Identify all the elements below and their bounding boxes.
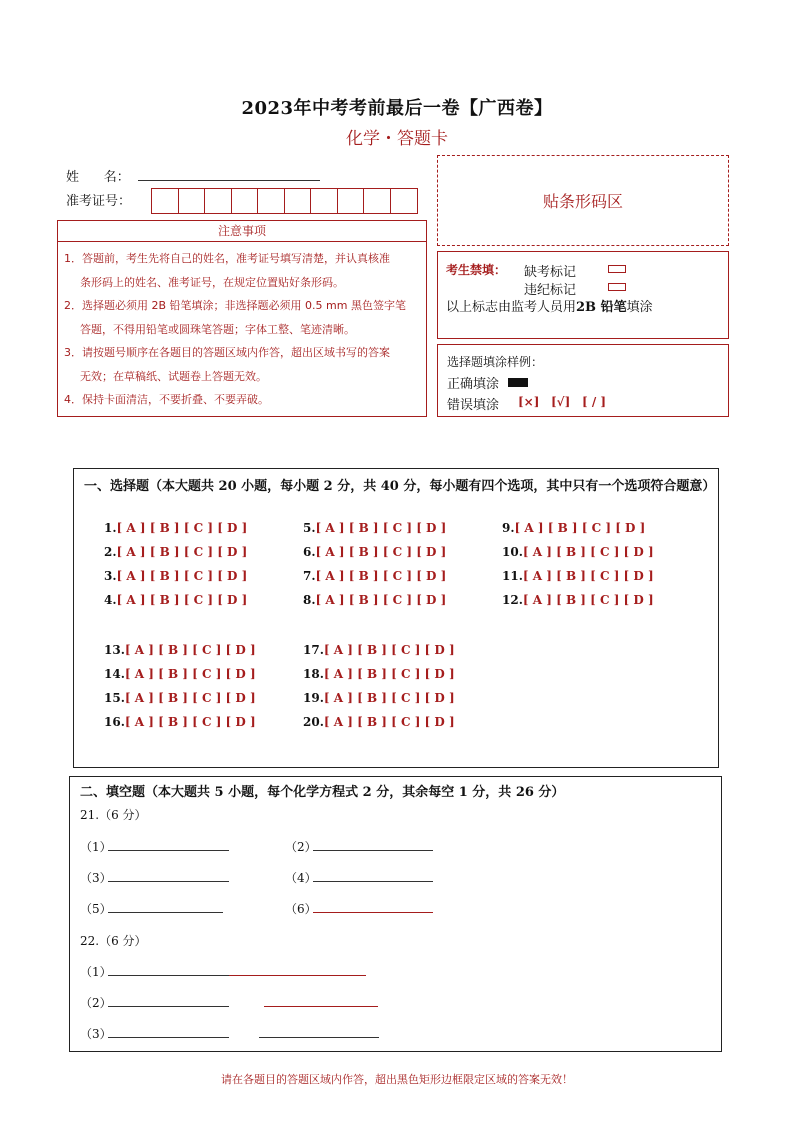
question-number: 8. xyxy=(303,593,316,607)
question-17[interactable] xyxy=(303,643,455,657)
barcode-label: 贴条形码区 xyxy=(542,192,623,211)
absent-label: 缺考标记 xyxy=(524,265,577,280)
fill-blank-section xyxy=(69,776,722,1052)
answer-line-21-4[interactable] xyxy=(313,881,433,882)
page-title: 2023年中考考前最后一卷【广西卷】 xyxy=(241,98,553,119)
fb-section-title: 二、填空题（本大题共 5 小题，每个化学方程式 2 分，其余每空 1 分，共 26 分） xyxy=(80,785,565,800)
question-number: 10. xyxy=(502,545,523,559)
question-20[interactable] xyxy=(303,715,455,729)
answer-options[interactable]: [ A ] [ B ] [ C ] [ D ] xyxy=(124,643,256,657)
blank-label: （5） xyxy=(80,902,112,916)
question-number: 12. xyxy=(502,593,523,607)
examiner-only-box xyxy=(437,251,729,339)
correct-label: 正确填涂 xyxy=(447,377,500,392)
mc-section-title: 一、选择题（本大题共 20 小题，每小题 2 分，共 40 分，每小题有四个选项，其中只有一个选项符合题意） xyxy=(84,479,716,494)
id-box[interactable] xyxy=(311,189,338,213)
id-box[interactable] xyxy=(152,189,179,213)
question-number: 4. xyxy=(104,593,117,607)
answer-options[interactable]: [ A ] [ B ] [ C ] [ D ] xyxy=(124,691,256,705)
question-number: 6. xyxy=(303,545,316,559)
answer-line-22-3a[interactable] xyxy=(108,1037,229,1038)
question-18[interactable] xyxy=(303,667,455,681)
wrong-mark: [√] xyxy=(551,395,571,409)
violation-mark-box[interactable] xyxy=(608,283,626,291)
question-2[interactable] xyxy=(104,545,247,559)
blank-label: （4） xyxy=(285,871,317,885)
question-7[interactable] xyxy=(303,569,446,583)
id-box[interactable] xyxy=(205,189,232,213)
question-number: 3. xyxy=(104,569,117,583)
blank-label: （2） xyxy=(285,840,317,854)
answer-options[interactable]: [ A ] [ B ] [ C ] [ D ] xyxy=(315,545,447,559)
question-12[interactable] xyxy=(502,593,654,607)
notice-item: 4．保持卡面清洁，不要折叠、不要弄破。 xyxy=(64,393,269,406)
question-number: 17. xyxy=(303,643,324,657)
answer-options[interactable]: [ A ] [ B ] [ C ] [ D ] xyxy=(323,715,455,729)
question-6[interactable] xyxy=(303,545,446,559)
question-21-label: 21.（6 分） xyxy=(80,808,147,822)
absent-mark-box[interactable] xyxy=(608,265,626,273)
notice-item: 3．请按题号顺序在各题目的答题区域内作答，超出区域书写的答案 xyxy=(64,346,390,359)
question-8[interactable] xyxy=(303,593,446,607)
sample-title: 选择题填涂样例： xyxy=(447,355,544,369)
id-box[interactable] xyxy=(285,189,312,213)
id-box[interactable] xyxy=(338,189,365,213)
forbid-note-text: 以上标志由监考人员用 xyxy=(446,300,577,315)
question-number: 2. xyxy=(104,545,117,559)
fill-sample-box xyxy=(437,344,729,417)
blank-label: （1） xyxy=(80,840,112,854)
notice-box xyxy=(57,242,427,417)
name-label: 姓 名： xyxy=(66,170,130,185)
question-5[interactable] xyxy=(303,521,446,535)
blank-label: （1） xyxy=(80,965,112,979)
question-number: 9. xyxy=(502,521,515,535)
answer-line-22-2b[interactable] xyxy=(264,1006,378,1007)
notice-heading: 注意事项 xyxy=(57,220,427,242)
question-number: 18. xyxy=(303,667,324,681)
answer-options[interactable]: [ A ] [ B ] [ C ] [ D ] xyxy=(124,667,256,681)
answer-line-22-1b[interactable] xyxy=(229,975,366,976)
question-number: 1. xyxy=(104,521,117,535)
question-11[interactable] xyxy=(502,569,654,583)
question-19[interactable] xyxy=(303,691,455,705)
blank-label: （2） xyxy=(80,996,112,1010)
answer-line-22-1a[interactable] xyxy=(108,975,229,976)
answer-options[interactable]: [ A ] [ B ] [ C ] [ D ] xyxy=(323,667,455,681)
correct-fill-sample xyxy=(508,378,528,387)
id-box[interactable] xyxy=(232,189,259,213)
id-number-boxes[interactable] xyxy=(151,188,418,214)
question-number: 15. xyxy=(104,691,125,705)
blank-label: （3） xyxy=(80,1027,112,1041)
blank-label: （6） xyxy=(285,902,317,916)
id-box[interactable] xyxy=(391,189,418,213)
notice-item: 条形码上的姓名、准考证号，在规定位置贴好条形码。 xyxy=(80,275,344,289)
forbid-note-pencil: 2B 铅笔 xyxy=(576,300,627,315)
answer-line-21-3[interactable] xyxy=(108,881,229,882)
answer-options[interactable]: [ A ] [ B ] [ C ] [ D ] xyxy=(116,521,248,535)
question-15[interactable] xyxy=(104,691,256,705)
notice-item: 无效；在草稿纸、试题卷上答题无效。 xyxy=(80,369,267,383)
question-number: 14. xyxy=(104,667,125,681)
answer-options[interactable]: [ A ] [ B ] [ C ] [ D ] xyxy=(323,691,455,705)
barcode-area xyxy=(437,155,729,246)
question-4[interactable] xyxy=(104,593,247,607)
question-number: 5. xyxy=(303,521,316,535)
question-1[interactable] xyxy=(104,521,247,535)
question-10[interactable] xyxy=(502,545,654,559)
id-box[interactable] xyxy=(258,189,285,213)
id-box[interactable] xyxy=(179,189,206,213)
answer-line-21-5[interactable] xyxy=(108,912,223,913)
footer-warning: 请在各题目的答题区域内作答，超出黑色矩形边框限定区域的答案无效！ xyxy=(221,1073,573,1086)
answer-options[interactable]: [ A ] [ B ] [ C ] [ D ] xyxy=(315,593,447,607)
wrong-mark: [ / ] xyxy=(582,395,607,409)
answer-options[interactable]: [ A ] [ B ] [ C ] [ D ] xyxy=(116,545,248,559)
question-number: 20. xyxy=(303,715,324,729)
answer-line-21-2[interactable] xyxy=(313,850,433,851)
forbid-label: 考生禁填： xyxy=(446,263,507,277)
answer-options[interactable]: [ A ] [ B ] [ C ] [ D ] xyxy=(514,521,646,535)
answer-line-21-6[interactable] xyxy=(313,912,433,913)
question-number: 16. xyxy=(104,715,125,729)
answer-options[interactable]: [ A ] [ B ] [ C ] [ D ] xyxy=(522,545,654,559)
notice-item: 1．答题前，考生先将自己的姓名，准考证号填写清楚，并认真核准 xyxy=(64,252,390,265)
wrong-mark: [×] xyxy=(518,395,540,409)
id-label: 准考证号： xyxy=(66,194,132,209)
question-9[interactable] xyxy=(502,521,645,535)
question-14[interactable] xyxy=(104,667,256,681)
answer-options[interactable]: [ A ] [ B ] [ C ] [ D ] xyxy=(323,643,455,657)
page-subtitle: 化学・答题卡 xyxy=(346,129,448,149)
question-number: 7. xyxy=(303,569,316,583)
answer-options[interactable]: [ A ] [ B ] [ C ] [ D ] xyxy=(116,593,248,607)
forbid-note-end: 填涂 xyxy=(626,300,653,315)
forbid-note xyxy=(446,296,653,315)
answer-line-22-3b[interactable] xyxy=(259,1037,379,1038)
answer-options[interactable]: [ A ] [ B ] [ C ] [ D ] xyxy=(522,569,654,583)
answer-options[interactable]: [ A ] [ B ] [ C ] [ D ] xyxy=(522,593,654,607)
name-field[interactable] xyxy=(138,180,320,181)
answer-options[interactable]: [ A ] [ B ] [ C ] [ D ] xyxy=(124,715,256,729)
question-3[interactable] xyxy=(104,569,247,583)
question-16[interactable] xyxy=(104,715,256,729)
notice-item: 答题，不得用铅笔或圆珠笔答题；字体工整、笔迹清晰。 xyxy=(80,322,355,336)
question-number: 19. xyxy=(303,691,324,705)
question-22-label: 22.（6 分） xyxy=(80,934,147,948)
blank-label: （3） xyxy=(80,871,112,885)
wrong-label: 错误填涂 xyxy=(447,398,500,413)
question-13[interactable] xyxy=(104,643,256,657)
answer-options[interactable]: [ A ] [ B ] [ C ] [ D ] xyxy=(315,569,447,583)
answer-options[interactable]: [ A ] [ B ] [ C ] [ D ] xyxy=(116,569,248,583)
question-number: 11. xyxy=(502,569,523,583)
violation-label: 违纪标记 xyxy=(524,283,577,298)
id-box[interactable] xyxy=(364,189,391,213)
answer-line-22-2a[interactable] xyxy=(108,1006,229,1007)
answer-options[interactable]: [ A ] [ B ] [ C ] [ D ] xyxy=(315,521,447,535)
question-number: 13. xyxy=(104,643,125,657)
notice-item: 2．选择题必须用 2B 铅笔填涂；非选择题必须用 0.5 mm 黑色签字笔 xyxy=(64,299,406,312)
answer-line-21-1[interactable] xyxy=(108,850,229,851)
